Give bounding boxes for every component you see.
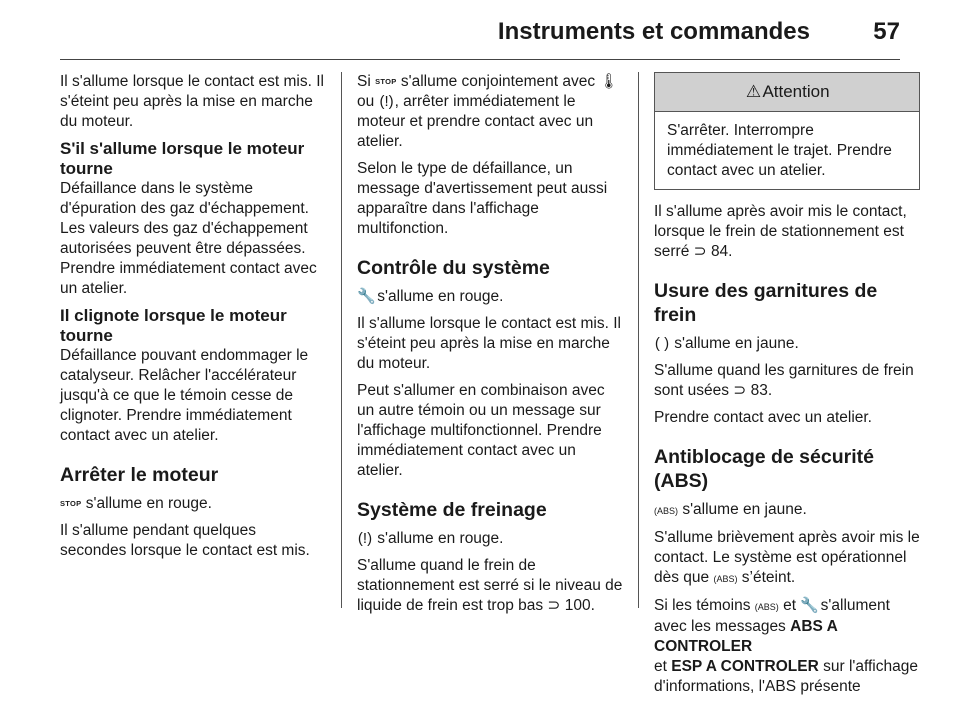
column-3 [654,72,920,704]
warning-header [655,73,919,112]
brake-warning-icon: (!) [357,530,373,547]
page-ref-arrow-icon: ⊃ [693,243,707,260]
paragraph: (!) s'allume en rouge. [357,530,504,547]
paragraph: STOP s'allume en rouge. [60,495,212,512]
abs-icon: (ABS) [713,574,738,584]
wrench-icon: 🔧 [800,597,820,614]
paragraph: Il s'allume pendant quelques secondes lorsque le contact est mis. [60,522,310,559]
page-reference-link[interactable]: 100. [564,597,595,614]
page-reference-link[interactable]: 83. [750,382,773,399]
brake-pad-icon: ( ) [654,335,670,352]
heading-arreter-moteur: Arrêter le moteur [60,464,219,486]
page-number: 57 [873,18,900,45]
page-ref-arrow-icon: ⊃ [733,382,747,399]
paragraph: S'allume quand les garnitures de frein sont usées ⊃ 83. [654,362,914,399]
warning-triangle-icon: ⚠ [745,82,762,101]
paragraph: Défaillance dans le système d'épuration des gaz d'échappement. Les valeurs des gaz d'échappement autorisées peuvent être dépassées. Prendre immédiatement contact avec un atelier. [60,180,317,297]
column-1 [60,72,326,568]
paragraph: Si STOP s'allume conjointement avec 🌡 ou (!), arrêter immédiatement le moteur et prendre contact avec un atelier. [357,73,619,150]
warning-title: Attention [762,82,830,101]
wrench-icon: 🔧 [357,288,376,305]
message-abs: ABS A CONTROLER [654,618,838,655]
paragraph: S'allume quand le frein de stationnement est serré si le niveau de liquide de frein est trop bas ⊃ 100. [357,557,623,614]
brake-warning-icon: (!) [379,93,394,110]
column-2 [357,72,623,623]
column-divider [341,72,342,608]
stop-icon: STOP [375,77,397,86]
page-ref-arrow-icon: ⊃ [547,597,561,614]
warning-box [654,72,920,190]
heading-clignote: Il clignote lorsque le moteur tourne [60,306,287,345]
message-esp: ESP A CONTROLER [671,658,819,675]
column-divider [638,72,639,608]
coolant-temperature-icon: 🌡 [599,73,619,90]
page-header [60,0,900,58]
header-title: Instruments et commandes [497,18,810,45]
heading-systeme-freinage: Système de freinage [357,499,547,521]
abs-icon: (ABS) [754,602,779,612]
paragraph: 🔧 s'allume en rouge. [357,288,504,305]
paragraph: ( ) s'allume en jaune. [654,335,799,352]
paragraph: S'allume brièvement après avoir mis le contact. Le système est opérationnel dès que (ABS) s’éteint. [654,528,920,589]
paragraph: Défaillance pouvant endommager le catalyseur. Relâcher l'accélérateur jusqu'à ce que le témoin cesse de clignoter. Prendre immédiatement contact avec un atelier. [60,347,309,444]
heading-usure-garnitures: Usure des garnitures de frein [654,280,878,326]
page-reference-link[interactable]: 84. [710,243,733,260]
paragraph: Il s'allume après avoir mis le contact, lorsque le frein de stationnement est serré ⊃ 84. [654,203,907,260]
warning-body: S'arrêter. Interrompre immédiatement le trajet. Prendre contact avec un atelier. [667,122,892,179]
abs-icon: (ABS) [654,506,679,516]
heading-abs: Antiblocage de sécurité (ABS) [654,446,874,492]
header-rule [60,59,900,60]
stop-icon: STOP [60,499,82,508]
paragraph: Peut s'allumer en combinaison avec un autre témoin ou un message sur l'affichage multifonctionnel. Prendre immédiatement contact avec un atelier. [357,382,605,479]
paragraph: Si les témoins (ABS) et 🔧 s'allument avec les messages ABS A CONTROLER et ESP A CONTROLER sur l'affichage d'informations, l'ABS présente [654,597,918,695]
paragraph: Selon le type de défaillance, un message d'avertissement peut aussi apparaître dans l'affichage multifonction. [357,160,608,237]
heading-controle-systeme: Contrôle du système [357,257,550,279]
heading-moteur-tourne: S'il s'allume lorsque le moteur tourne [60,139,305,178]
paragraph: Prendre contact avec un atelier. [654,409,872,426]
paragraph: (ABS) s'allume en jaune. [654,500,920,521]
paragraph: Il s'allume lorsque le contact est mis. Il s'éteint peu après la mise en marche du moteur. [357,315,621,372]
paragraph: Il s'allume lorsque le contact est mis. Il s'éteint peu après la mise en marche du moteur. [60,73,324,130]
